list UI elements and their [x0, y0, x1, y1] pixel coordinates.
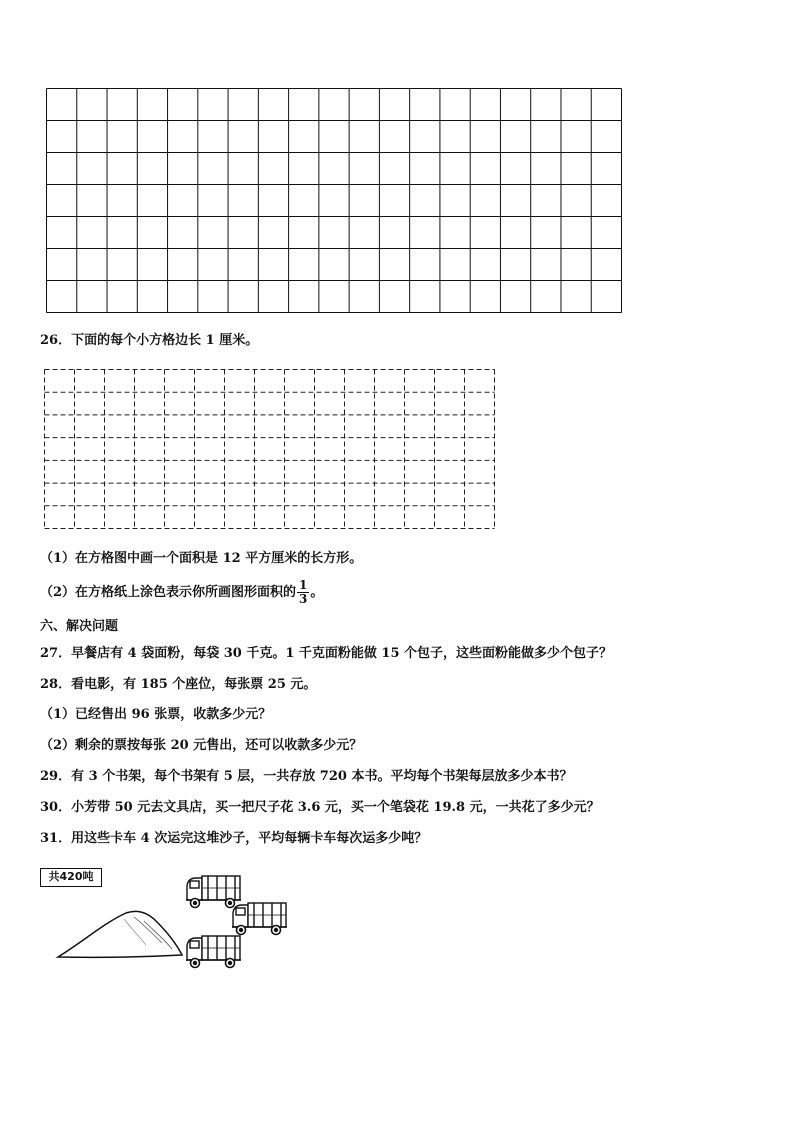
q28-sub2: （2）剩余的票按每张 20 元售出，还可以收款多少元？ [40, 738, 363, 753]
q28-title: 28．看电影，有 185 个座位，每张票 25 元。 [40, 677, 317, 692]
fraction-denominator: 3 [299, 592, 308, 606]
q26-sub2 [40, 578, 323, 608]
sand-sign-label: 共420吨 [48, 870, 94, 883]
sand-sign [40, 868, 102, 887]
q26-sub2-end: 。 [310, 585, 324, 600]
dashed-grid[interactable] [44, 369, 496, 530]
section-heading: 六、解决问题 [40, 619, 119, 634]
truck-icon [184, 932, 244, 970]
q29: 29．有 3 个书架，每个书架有 5 层，一共存放 720 本书。平均每个书架每层放多少本书？ [40, 769, 573, 784]
top-grid [46, 88, 623, 314]
q26-title: 26．下面的每个小方格边长 1 厘米。 [40, 333, 259, 348]
q28-sub1: （1）已经售出 96 张票，收款多少元？ [40, 707, 272, 722]
fraction-numerator: 1 [299, 578, 308, 592]
sand-pile [54, 905, 184, 961]
fraction-one-third [297, 579, 309, 606]
q26-sub2-text: （2）在方格纸上涂色表示你所画图形面积的 [40, 585, 297, 600]
q31-title: 31．用这些卡车 4 次运完这堆沙子，平均每辆卡车每次运多少吨？ [40, 831, 428, 846]
q26-sub1: （1）在方格图中画一个面积是 12 平方厘米的长方形。 [40, 551, 363, 566]
q30: 30．小芳带 50 元去文具店，买一把尺子花 3.6 元，买一个笔袋花 19.8 元，一共花了多少元？ [40, 800, 600, 815]
q27: 27．早餐店有 4 袋面粉，每袋 30 千克。1 千克面粉能做 15 个包子，这些面粉能做多少个包子？ [40, 646, 613, 661]
